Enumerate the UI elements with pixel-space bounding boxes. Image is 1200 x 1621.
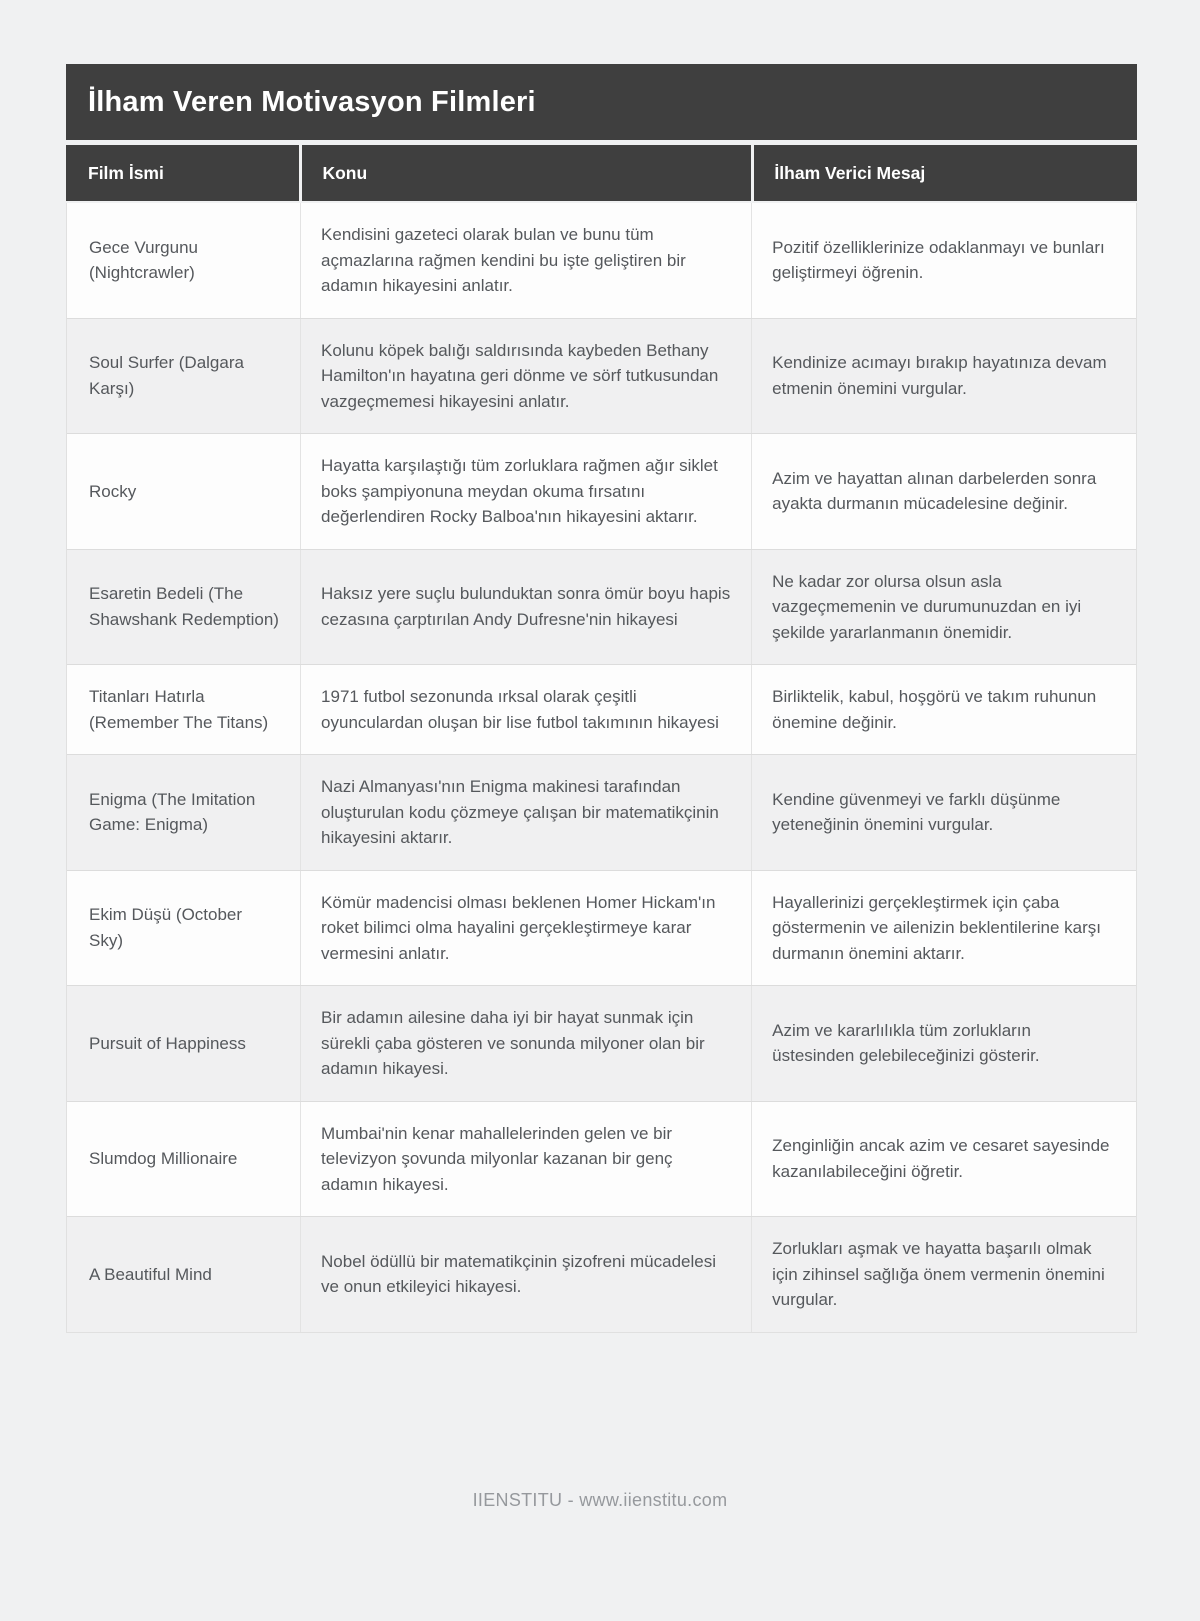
topic-cell: Kolunu köpek balığı saldırısında kaybeden Bethany Hamilton'ın hayatına geri dönme ve sörf tutkusundan vazgeçmemesi hikayesini anlatır. bbox=[300, 319, 751, 434]
column-header-ilham-verici-mesaj: İlham Verici Mesaj bbox=[751, 145, 1137, 201]
column-header-konu: Konu bbox=[299, 145, 751, 201]
table-row bbox=[67, 433, 1136, 549]
table-title-bar bbox=[66, 64, 1137, 140]
topic-cell: Bir adamın ailesine daha iyi bir hayat sunmak için sürekli çaba gösteren ve sonunda milyoner olan bir adamın hikayesi. bbox=[300, 986, 751, 1101]
table-header-row bbox=[66, 145, 1137, 201]
footer-credit: IIENSTITU - www.iienstitu.com bbox=[472, 1490, 728, 1510]
message-cell: Birliktelik, kabul, hoşgörü ve takım ruhunun önemine değinir. bbox=[751, 665, 1136, 754]
table-row bbox=[67, 1101, 1136, 1217]
topic-cell: Haksız yere suçlu bulunduktan sonra ömür boyu hapis cezasına çarptırılan Andy Dufresne'nin hikayesi bbox=[300, 550, 751, 665]
message-cell: Kendine güvenmeyi ve farklı düşünme yeteneğinin önemini vurgular. bbox=[751, 755, 1136, 870]
message-cell: Azim ve hayattan alınan darbelerden sonra ayakta durmanın mücadelesine değinir. bbox=[751, 434, 1136, 549]
topic-cell: Nobel ödüllü bir matematikçinin şizofreni mücadelesi ve onun etkileyici hikayesi. bbox=[300, 1217, 751, 1332]
table-row bbox=[67, 870, 1136, 986]
table-row bbox=[67, 985, 1136, 1101]
message-cell: Zenginliğin ancak azim ve cesaret sayesinde kazanılabileceğini öğretir. bbox=[751, 1102, 1136, 1217]
film-name-cell: Slumdog Millionaire bbox=[89, 1149, 238, 1168]
topic-cell: 1971 futbol sezonunda ırksal olarak çeşitli oyunculardan oluşan bir lise futbol takımının hikayesi bbox=[300, 665, 751, 754]
film-name-cell: Soul Surfer (Dalgara Karşı) bbox=[89, 353, 244, 398]
topic-cell: Kömür madencisi olması beklenen Homer Hickam'ın roket bilimci olma hayalini gerçekleştirmeye karar vermesini anlatır. bbox=[300, 871, 751, 986]
table-row bbox=[67, 1216, 1136, 1332]
table-row bbox=[67, 664, 1136, 754]
column-header-film-ismi: Film İsmi bbox=[66, 145, 299, 201]
film-name-cell: Pursuit of Happiness bbox=[89, 1033, 246, 1053]
topic-cell: Kendisini gazeteci olarak bulan ve bunu tüm açmazlarına rağmen kendini bu işte geliştiren bir adamın hikayesini anlatır. bbox=[300, 203, 751, 318]
message-cell: Kendinize acımayı bırakıp hayatınıza devam etmenin önemini vurgular. bbox=[751, 319, 1136, 434]
message-cell: Ne kadar zor olursa olsun asla vazgeçmemenin ve durumunuzdan en iyi şekilde yararlanmanın önemidir. bbox=[751, 550, 1136, 665]
page-title: İlham Veren Motivasyon Filmleri bbox=[88, 85, 536, 118]
table-row bbox=[67, 754, 1136, 870]
message-cell: Azim ve kararlılıkla tüm zorlukların üstesinden gelebileceğinizi gösterir. bbox=[751, 986, 1136, 1101]
message-cell: Pozitif özelliklerinize odaklanmayı ve bunları geliştirmeyi öğrenin. bbox=[751, 203, 1136, 318]
film-name-cell: Enigma (The Imitation Game: Enigma) bbox=[89, 789, 256, 835]
topic-cell: Nazi Almanyası'nın Enigma makinesi tarafından oluşturulan kodu çözmeye çalışan bir matematikçinin hikayesini aktarır. bbox=[300, 755, 751, 870]
film-name-cell: Gece Vurgunu (Nightcrawler) bbox=[89, 237, 198, 283]
film-name-cell: Ekim Düşü (October Sky) bbox=[89, 905, 243, 950]
film-name-cell: A Beautiful Mind bbox=[89, 1264, 212, 1284]
table-body bbox=[66, 203, 1137, 1333]
film-name-cell: Esaretin Bedeli (The Shawshank Redemption) bbox=[89, 584, 279, 629]
film-name-cell: Rocky bbox=[89, 481, 137, 501]
topic-cell: Mumbai'nin kenar mahallelerinden gelen ve bir televizyon şovunda milyonlar kazanan bir genç adamın hikayesi. bbox=[300, 1102, 751, 1217]
table-row bbox=[67, 318, 1136, 434]
message-cell: Zorlukları aşmak ve hayatta başarılı olmak için zihinsel sağlığa önem vermenin önemini vurgular. bbox=[751, 1217, 1136, 1332]
motivation-films-table bbox=[66, 64, 1137, 1333]
table-row bbox=[67, 203, 1136, 318]
message-cell: Hayallerinizi gerçekleştirmek için çaba göstermenin ve ailenizin beklentilerine karşı durmanın önemini aktarır. bbox=[751, 871, 1136, 986]
table-row bbox=[67, 549, 1136, 665]
film-name-cell: Titanları Hatırla (Remember The Titans) bbox=[89, 687, 269, 732]
topic-cell: Hayatta karşılaştığı tüm zorluklara rağmen ağır siklet boks şampiyonuna meydan okuma fırsatını değerlendiren Rocky Balboa'nın hikayesini aktarır. bbox=[300, 434, 751, 549]
